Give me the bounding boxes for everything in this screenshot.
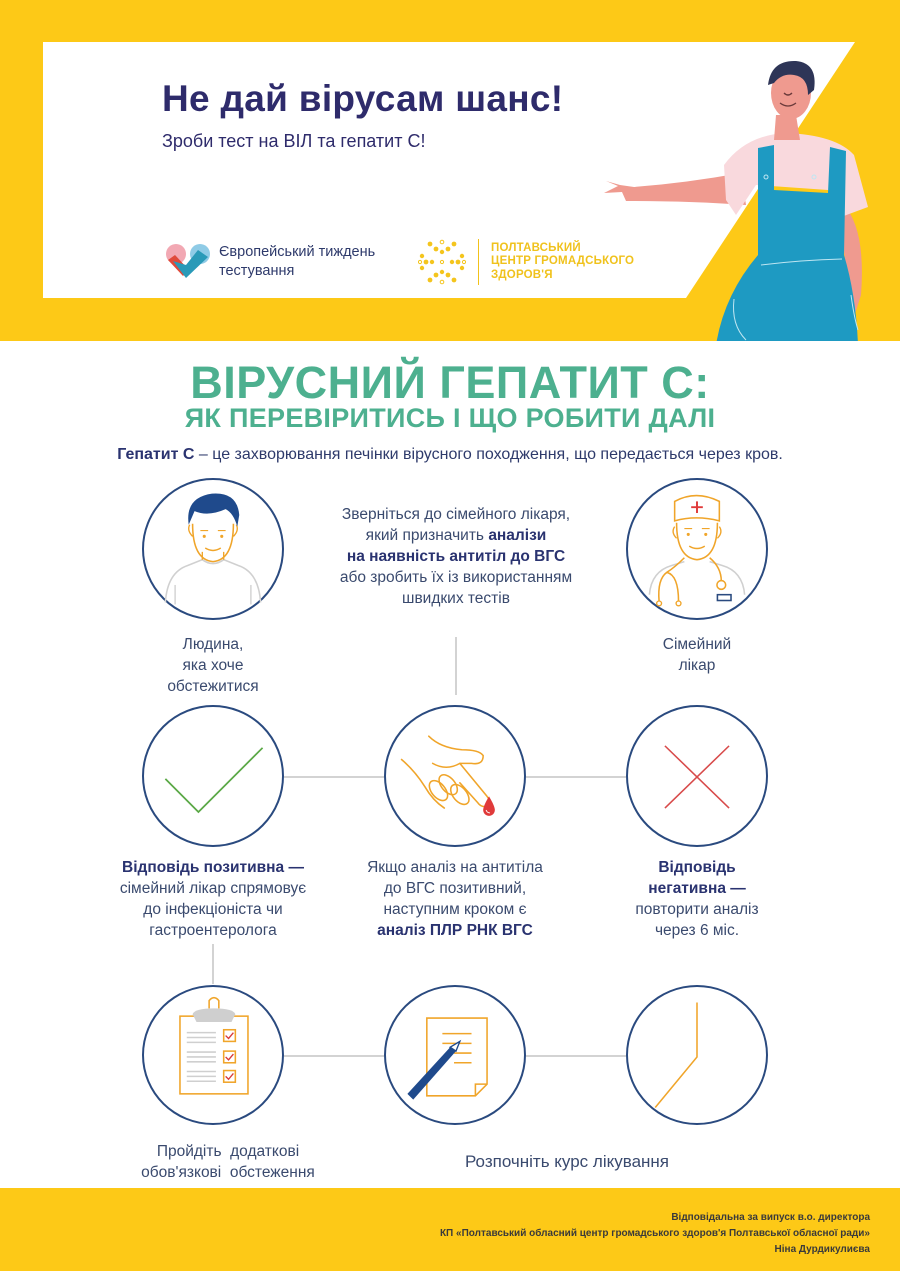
connector-row2-right — [526, 776, 626, 778]
person-circle — [142, 478, 284, 620]
negative-result-caption — [577, 857, 817, 941]
man-pointing-illustration — [596, 55, 896, 341]
instruction-line2 — [296, 525, 616, 546]
instruction-line2-bold: аналізи — [488, 527, 547, 544]
logo-poltava-line3: ЗДОРОВ'Я — [491, 268, 553, 281]
negative-line1: повторити аналіз — [635, 901, 759, 918]
test-bold: аналіз ПЛР РНК ВГС — [377, 922, 533, 939]
doctor-icon — [628, 480, 766, 618]
heart-logo-icon — [165, 243, 211, 281]
footer-line3: Ніна Дурдикулиєва — [774, 1244, 870, 1255]
negative-bold2: негативна — — [648, 880, 746, 897]
footer-line1: Відповідальна за випуск в.о. директора — [671, 1212, 870, 1223]
footer-line2: КП «Полтавський обласний центр громадського здоров'я Полтавської обласної ради» — [439, 1228, 870, 1239]
negative-bold1: Відповідь — [658, 859, 736, 876]
european-testing-week-logo — [165, 243, 375, 281]
hepatitis-definition — [0, 446, 900, 464]
header-title: Не дай вірусам шанс! — [162, 78, 564, 119]
exams-line2: обов'язкові обстеження — [141, 1164, 315, 1181]
footer-credits — [440, 1210, 870, 1258]
blood-test-circle — [384, 705, 526, 847]
definition-text: – це захворювання печінки вірусного походження, що передається через кров. — [194, 446, 783, 463]
main-title: ВІРУСНИЙ ГЕПАТИТ С: — [190, 357, 710, 408]
document-pen-icon — [386, 987, 524, 1123]
person-icon — [144, 480, 282, 618]
doctor-caption-line2: лікар — [678, 657, 716, 674]
positive-result-caption — [93, 857, 333, 941]
logo-eu-line1: Європейський тиждень — [219, 244, 376, 260]
clipboard-checklist-icon — [144, 987, 282, 1123]
header-subtitle: Зроби тест на ВІЛ та гепатит С! — [162, 131, 426, 151]
logo-poltava-line1: ПОЛТАВСЬКИЙ — [491, 241, 581, 254]
exams-circle — [142, 985, 284, 1125]
positive-line3: гастроентеролога — [149, 922, 277, 939]
instruction-line4: або зробить їх із використанням — [339, 569, 573, 586]
clock-circle — [626, 985, 768, 1125]
logo-poltava-line2: ЦЕНТР ГРОМАДСЬКОГО — [491, 255, 635, 268]
consult-doctor-instruction — [296, 504, 616, 609]
footer-band — [0, 1188, 900, 1271]
main-subtitle: ЯК ПЕРЕВІРИТИСЬ І ЩО РОБИТИ ДАЛІ — [184, 403, 716, 433]
person-caption-line3: обстежитися — [167, 678, 259, 695]
test-line1: Якщо аналіз на антитіла — [367, 859, 543, 876]
person-caption-line2: яка хоче — [182, 657, 244, 674]
positive-result-bold: Відповідь позитивна — — [122, 859, 304, 876]
positive-result-title — [93, 857, 333, 878]
doctor-caption-line1: Сімейний — [662, 636, 732, 653]
doctor-circle — [626, 478, 768, 620]
instruction-line2-text: який призначить — [365, 527, 489, 544]
connector-vertical-row1 — [455, 637, 457, 695]
instruction-line5: швидких тестів — [402, 590, 510, 607]
exams-line1: Пройдіть додаткові — [156, 1143, 300, 1160]
connector-vertical-row2 — [212, 944, 214, 984]
negative-title1 — [577, 857, 817, 878]
logo-divider — [478, 239, 479, 285]
clock-icon — [628, 987, 766, 1123]
doctor-caption — [597, 634, 797, 676]
logo-eu-line2: тестування — [219, 263, 295, 279]
connector-row3-right — [526, 1055, 626, 1057]
test-line3: наступним кроком є — [383, 901, 527, 918]
instruction-line3-bold: на наявність антитіл до ВГС — [346, 548, 566, 565]
test-line2: до ВГС позитивний, — [383, 880, 527, 897]
test-line4 — [335, 920, 575, 941]
header-banner — [0, 0, 900, 341]
negative-title2 — [577, 878, 817, 899]
blood-test-caption — [335, 857, 575, 941]
cross-icon — [628, 707, 766, 845]
positive-line2: до інфекціоніста чи — [143, 901, 283, 918]
positive-line1: сімейний лікар спрямовує — [119, 880, 307, 897]
finger-blood-drop-icon — [386, 707, 524, 845]
connector-row2-left — [284, 776, 384, 778]
negative-result-circle — [626, 705, 768, 847]
definition-term: Гепатит С — [117, 446, 195, 463]
person-caption — [113, 634, 313, 697]
instruction-line1: Зверніться до сімейного лікаря, — [341, 506, 571, 523]
dots-cross-logo-icon — [418, 238, 466, 286]
connector-row3-left — [284, 1055, 384, 1057]
exams-caption — [108, 1141, 348, 1183]
instruction-line3 — [296, 546, 616, 567]
checkmark-icon — [144, 707, 282, 845]
person-caption-line1: Людина, — [182, 636, 244, 653]
negative-line2: через 6 міс. — [654, 922, 740, 939]
document-circle — [384, 985, 526, 1125]
positive-result-circle — [142, 705, 284, 847]
treatment-caption: Розпочніть курс лікування — [464, 1152, 670, 1171]
